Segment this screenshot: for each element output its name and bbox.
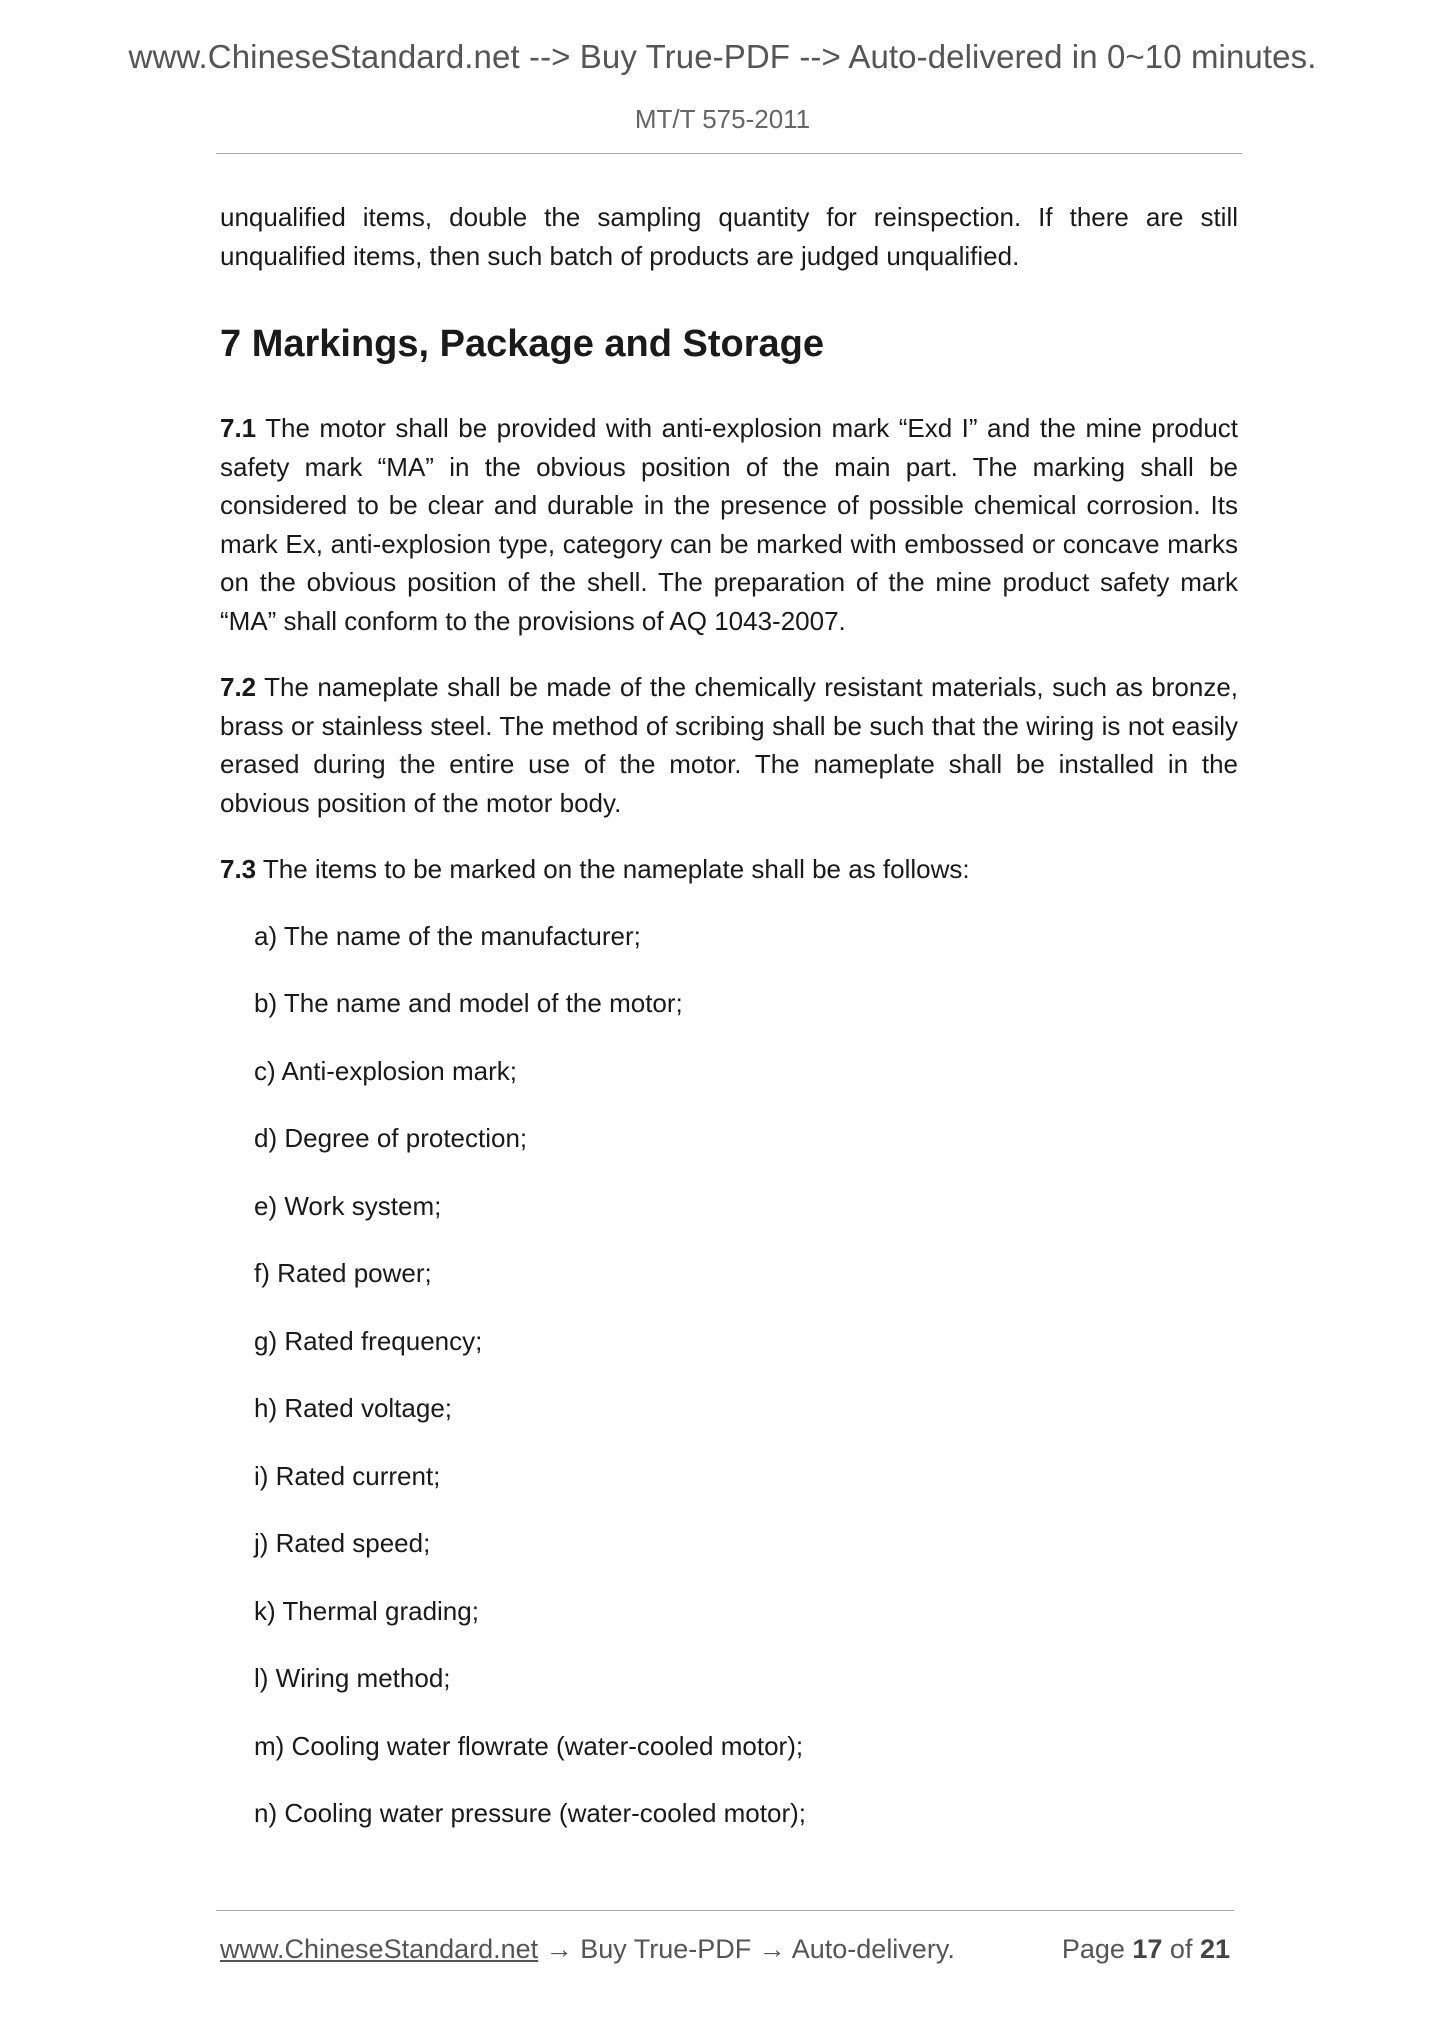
top-banner: www.ChineseStandard.net --> Buy True-PDF --> Auto-delivered in 0~10 minutes. (128, 38, 1317, 75)
clause-number: 7.3 (220, 854, 257, 884)
list-item: d) Degree of protection; (254, 1123, 528, 1153)
clause-text: The items to be marked on the nameplate shall be as follows: (256, 854, 970, 884)
list-item: h) Rated voltage; (254, 1393, 453, 1423)
clause-number: 7.1 (220, 413, 257, 443)
document-code: MT/T 575-2011 (634, 104, 811, 134)
page-of: of (1162, 1934, 1200, 1964)
list-item: c) Anti-explosion mark; (254, 1055, 517, 1086)
list-item: j) Rated speed; (254, 1528, 431, 1558)
clause-7-2 (220, 668, 1238, 822)
header-divider (216, 153, 1242, 154)
section-heading: 7 Markings, Package and Storage (220, 323, 825, 365)
page-indicator (1062, 1934, 1230, 1965)
list-item: m) Cooling water flowrate (water-cooled motor); (254, 1730, 804, 1761)
list-item: e) Work system; (254, 1190, 442, 1221)
list-item: f) Rated power; (254, 1258, 432, 1288)
page-label: Page (1061, 1934, 1133, 1964)
footer-site-link[interactable]: www.ChineseStandard.net (220, 1934, 539, 1964)
page-content (220, 198, 1238, 1862)
list-item: n) Cooling water pressure (water-cooled motor); (254, 1798, 806, 1828)
page-current: 17 (1132, 1934, 1163, 1964)
page-total: 21 (1199, 1934, 1230, 1964)
list-item: l) Wiring method; (254, 1663, 451, 1693)
list-item: g) Rated frequency; (254, 1325, 483, 1356)
clause-text: The nameplate shall be made of the chemically resistant materials, such as bronze, brass or stainless steel. The method of scribing shall be such that the wiring is not easily erased during the entire use of the motor. The nameplate shall be installed in the obvious position of the motor body. (220, 672, 1238, 818)
list-item: a) The name of the manufacturer; (254, 920, 641, 951)
clause-7-1 (220, 409, 1238, 640)
clause-7-3 (220, 850, 1238, 889)
list-item: b) The name and model of the motor; (254, 988, 683, 1018)
footer-left (220, 1934, 955, 1965)
continuation-paragraph: unqualified items, double the sampling quantity for reinspection. If there are still unqualified items, then such batch of products are judged unqualified. (220, 202, 1238, 271)
clause-number: 7.2 (220, 672, 257, 702)
page-footer (220, 1934, 1230, 1965)
nameplate-items-list (220, 917, 1238, 1833)
footer-tagline: → Buy True-PDF → Auto-delivery. (538, 1934, 955, 1964)
list-item: i) Rated current; (254, 1460, 441, 1491)
footer-divider (216, 1910, 1234, 1911)
clause-text: The motor shall be provided with anti-explosion mark “Exd I” and the mine product safety mark “MA” in the obvious position of the main part. The marking shall be considered to be clear and durable in the presence of possible chemical corrosion. Its mark Ex, anti-explosion type, category can be marked with embossed or concave marks on the obvious position of the shell. The preparation of the mine product safety mark “MA” shall conform to the provisions of AQ 1043-2007. (220, 413, 1238, 636)
list-item: k) Thermal grading; (254, 1595, 479, 1626)
